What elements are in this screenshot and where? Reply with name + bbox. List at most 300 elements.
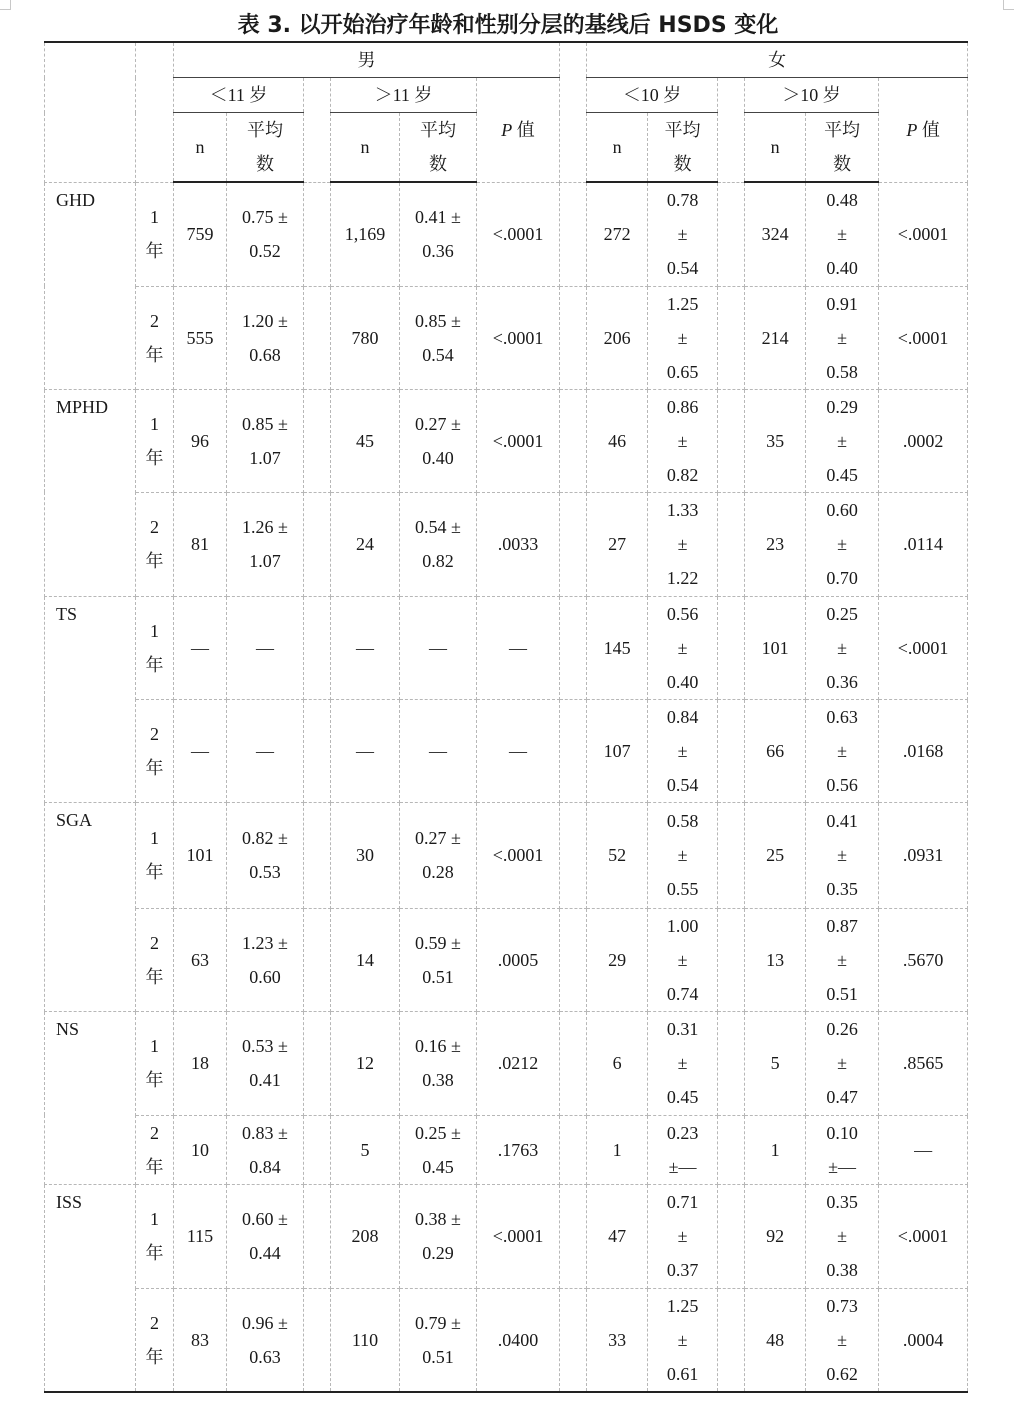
male-lt-n: 115 <box>174 1184 227 1288</box>
mean-label-2: 数 <box>673 154 692 174</box>
female-lt-mean <box>648 492 718 596</box>
cell-line: 1.33 <box>666 500 699 520</box>
cell-line: ± <box>837 224 847 245</box>
header-gap-female <box>718 78 745 183</box>
cell-line: 1.22 <box>666 568 699 588</box>
male-lt-n: 18 <box>174 1011 227 1115</box>
table-row <box>45 908 968 1011</box>
gap-cell <box>560 1184 587 1288</box>
male-gt-n: 12 <box>331 1011 400 1115</box>
gap-cell <box>304 908 331 1011</box>
gap-cell <box>718 1288 745 1392</box>
female-lt-mean <box>648 908 718 1011</box>
female-gt-mean <box>806 908 879 1011</box>
cell-line: 0.65 <box>666 361 699 382</box>
mean-label-1: 平均 <box>420 120 456 140</box>
year-number: 2 <box>150 1312 159 1333</box>
cell-line: — <box>429 637 447 658</box>
gap-cell <box>718 908 745 1011</box>
header-male-gt11: ＞11 岁 <box>331 78 477 113</box>
female-gt-mean <box>806 596 879 699</box>
cell-line: 1.25 <box>666 1295 699 1316</box>
year-unit: 年 <box>145 344 164 365</box>
female-lt-mean <box>648 1184 718 1288</box>
header-blank-year <box>136 42 174 182</box>
mean-label-1: 平均 <box>824 120 861 140</box>
male-gt-n: 1,169 <box>331 182 400 286</box>
table-row <box>45 596 968 699</box>
cell-line: 0.40 <box>422 447 454 468</box>
cell-line: 0.71 <box>666 1192 699 1212</box>
year-unit: 年 <box>145 551 164 571</box>
year-cell <box>136 1288 174 1392</box>
p-label: 值 <box>512 119 535 140</box>
cell-line: 0.63 <box>826 706 858 727</box>
male-gt-n: 24 <box>331 492 400 596</box>
year-unit: 年 <box>145 241 164 261</box>
year-unit: 年 <box>145 1156 164 1177</box>
cell-line: 1.26 ± <box>242 517 288 537</box>
year-cell <box>136 802 174 908</box>
cell-line: 0.45 <box>422 1156 454 1177</box>
cell-line: ± <box>677 845 688 865</box>
female-lt-n: 33 <box>587 1288 648 1392</box>
cell-line: 0.87 <box>826 915 858 936</box>
gap-cell <box>718 1184 745 1288</box>
gap-cell <box>560 1011 587 1115</box>
gap-cell <box>718 492 745 596</box>
cell-line: 0.70 <box>826 568 858 588</box>
cell-line: 0.78 <box>666 190 699 211</box>
female-gt-mean <box>806 1288 879 1392</box>
male-lt-mean <box>227 1288 304 1392</box>
year-unit: 年 <box>145 1346 164 1367</box>
gap-cell <box>304 1184 331 1288</box>
cell-line: ± <box>677 740 688 761</box>
cell-line: 0.59 ± <box>415 932 461 953</box>
year-cell <box>136 286 174 389</box>
female-p-value: <.0001 <box>879 182 968 286</box>
male-lt-mean <box>227 802 304 908</box>
female-p-value: — <box>879 1115 968 1184</box>
cell-line: 0.75 ± <box>242 207 288 228</box>
cell-line: 0.36 <box>422 241 454 262</box>
female-lt-mean <box>648 802 718 908</box>
cell-line: ± <box>837 1329 847 1350</box>
cell-line: 0.40 <box>826 258 858 279</box>
male-lt-n: 63 <box>174 908 227 1011</box>
female-lt-n: 29 <box>587 908 648 1011</box>
male-p-value: <.0001 <box>477 389 560 492</box>
gap-cell <box>560 1115 587 1184</box>
cell-line: — <box>256 637 274 658</box>
gap-cell <box>718 182 745 286</box>
cell-line: 0.83 ± <box>242 1122 288 1143</box>
gap-cell <box>560 596 587 699</box>
male-lt-mean <box>227 1184 304 1288</box>
header-female-p <box>879 78 968 183</box>
cell-line: 0.68 <box>249 344 281 365</box>
year-unit: 年 <box>145 757 164 778</box>
cell-line: 0.74 <box>666 983 699 1004</box>
year-number: 1 <box>150 828 159 848</box>
gap-cell <box>718 1115 745 1184</box>
year-number: 2 <box>150 723 159 744</box>
cell-line: 1.07 <box>249 551 281 571</box>
gap-cell <box>304 286 331 389</box>
gap-cell <box>304 1011 331 1115</box>
header-n: n <box>331 113 400 183</box>
male-gt-n: — <box>331 699 400 802</box>
female-gt-n: 66 <box>745 699 806 802</box>
cell-line: 0.96 ± <box>242 1312 288 1333</box>
year-number: 1 <box>150 207 159 227</box>
cell-line: 0.73 <box>826 1295 858 1316</box>
table-row <box>45 389 968 492</box>
female-gt-n: 13 <box>745 908 806 1011</box>
p-italic: P <box>501 119 513 140</box>
female-p-value: .0931 <box>879 802 968 908</box>
male-p-value: .0212 <box>477 1011 560 1115</box>
female-gt-n: 35 <box>745 389 806 492</box>
p-italic: P <box>906 119 918 140</box>
gap-cell <box>304 1288 331 1392</box>
cell-line: ± <box>677 637 688 658</box>
gap-cell <box>718 286 745 389</box>
year-unit: 年 <box>145 447 164 468</box>
mean-label-1: 平均 <box>247 120 283 140</box>
female-lt-mean <box>648 389 718 492</box>
header-female-lt10: ＜10 岁 <box>587 78 718 113</box>
female-lt-n: 46 <box>587 389 648 492</box>
male-lt-mean <box>227 908 304 1011</box>
female-gt-mean <box>806 1115 879 1184</box>
gap-cell <box>560 182 587 286</box>
female-p-value: .0004 <box>879 1288 968 1392</box>
male-gt-mean <box>400 1288 477 1392</box>
table-row <box>45 1115 968 1184</box>
header-row-sex <box>45 42 968 78</box>
gap-cell <box>560 286 587 389</box>
year-unit: 年 <box>145 862 164 882</box>
year-cell <box>136 596 174 699</box>
female-p-value: <.0001 <box>879 596 968 699</box>
year-cell <box>136 1184 174 1288</box>
year-cell <box>136 1115 174 1184</box>
cell-line: 0.44 <box>249 1243 281 1263</box>
cell-line: 0.56 <box>826 774 858 795</box>
gap-cell <box>304 596 331 699</box>
female-lt-mean <box>648 286 718 389</box>
cell-line: ± <box>837 1053 847 1073</box>
male-p-value: .0400 <box>477 1288 560 1392</box>
table-row <box>45 286 968 389</box>
female-p-value: .0168 <box>879 699 968 802</box>
cell-line: 0.29 <box>422 1243 454 1263</box>
year-number: 1 <box>150 1209 159 1229</box>
cell-line: 0.28 <box>422 862 454 882</box>
male-gt-mean <box>400 1011 477 1115</box>
male-gt-mean <box>400 492 477 596</box>
table-row <box>45 802 968 908</box>
cell-line: 0.27 ± <box>415 828 461 848</box>
male-lt-mean <box>227 1011 304 1115</box>
female-gt-mean <box>806 802 879 908</box>
cell-line: ± <box>837 430 847 451</box>
male-p-value: — <box>477 699 560 802</box>
male-lt-mean <box>227 699 304 802</box>
mean-label-1: 平均 <box>664 120 701 140</box>
cell-line: 0.60 ± <box>242 1209 288 1229</box>
header-n: n <box>745 113 806 183</box>
header-male: 男 <box>174 42 560 78</box>
year-cell <box>136 908 174 1011</box>
male-gt-n: 780 <box>331 286 400 389</box>
gap-cell <box>304 389 331 492</box>
cell-line: ± <box>677 327 688 348</box>
male-gt-n: 208 <box>331 1184 400 1288</box>
male-lt-n: 759 <box>174 182 227 286</box>
cell-line: 0.55 <box>666 879 699 899</box>
cell-line: ± <box>837 534 847 554</box>
male-lt-mean <box>227 1115 304 1184</box>
cell-line: 0.85 ± <box>415 310 461 331</box>
cell-line: 0.85 ± <box>242 413 288 434</box>
cell-line: 0.40 <box>666 671 699 692</box>
mean-label-2: 数 <box>429 154 447 174</box>
cell-line: ± <box>677 534 688 554</box>
cell-line: 0.36 <box>826 671 858 692</box>
gap-cell <box>718 596 745 699</box>
group-label: TS <box>45 596 136 802</box>
cell-line: 0.58 <box>826 361 858 382</box>
gap-cell <box>718 802 745 908</box>
cell-line: 0.45 <box>666 1087 699 1107</box>
male-lt-mean <box>227 389 304 492</box>
cell-line: 0.58 <box>666 811 699 831</box>
gap-cell <box>304 182 331 286</box>
cell-line: 0.91 <box>826 293 858 314</box>
gap-cell <box>718 699 745 802</box>
male-lt-n: 83 <box>174 1288 227 1392</box>
mean-label-2: 数 <box>256 154 274 174</box>
cell-line: ± <box>677 1053 688 1073</box>
female-lt-mean <box>648 596 718 699</box>
table-row <box>45 1184 968 1288</box>
female-lt-n: 47 <box>587 1184 648 1288</box>
female-lt-n: 272 <box>587 182 648 286</box>
cell-line: ± <box>837 327 847 348</box>
cell-line: 0.41 <box>249 1070 281 1090</box>
male-lt-n: 96 <box>174 389 227 492</box>
cell-line: 0.52 <box>249 241 281 262</box>
male-gt-n: 30 <box>331 802 400 908</box>
female-gt-n: 214 <box>745 286 806 389</box>
cell-line: 0.53 <box>249 862 281 882</box>
header-n: n <box>587 113 648 183</box>
cell-line: 0.29 <box>826 396 858 417</box>
cell-line: 0.45 <box>826 464 858 485</box>
header-mean <box>648 113 718 183</box>
female-gt-n: 101 <box>745 596 806 699</box>
cell-line: 1.23 ± <box>242 932 288 953</box>
header-n: n <box>174 113 227 183</box>
male-gt-mean <box>400 699 477 802</box>
cell-line: 0.51 <box>422 966 454 987</box>
male-gt-mean <box>400 1115 477 1184</box>
male-p-value: .1763 <box>477 1115 560 1184</box>
cell-line: 0.63 <box>249 1346 281 1367</box>
male-gt-mean <box>400 1184 477 1288</box>
year-number: 2 <box>150 932 159 953</box>
cell-line: 0.31 <box>666 1019 699 1039</box>
cell-line: 0.53 ± <box>242 1036 288 1056</box>
cell-line: 0.54 <box>666 774 699 795</box>
cell-line: 0.51 <box>422 1346 454 1367</box>
male-lt-mean <box>227 492 304 596</box>
cell-line: 0.35 <box>826 1192 858 1212</box>
year-unit: 年 <box>145 1243 164 1263</box>
cell-line: 0.86 <box>666 396 699 417</box>
female-gt-mean <box>806 1011 879 1115</box>
table-row <box>45 182 968 286</box>
cell-line: ± <box>837 949 847 970</box>
cell-line: 0.62 <box>826 1363 858 1384</box>
cell-line: 0.84 <box>666 706 699 727</box>
female-gt-mean <box>806 699 879 802</box>
male-p-value: <.0001 <box>477 1184 560 1288</box>
gap-cell <box>560 802 587 908</box>
cell-line: 0.41 <box>826 811 858 831</box>
female-lt-n: 145 <box>587 596 648 699</box>
table-row <box>45 1011 968 1115</box>
year-number: 2 <box>150 517 159 537</box>
female-gt-mean <box>806 1184 879 1288</box>
cell-line: 0.60 <box>249 966 281 987</box>
male-p-value: <.0001 <box>477 286 560 389</box>
cell-line: 0.56 <box>666 603 699 624</box>
group-label: NS <box>45 1011 136 1184</box>
gap-cell <box>304 492 331 596</box>
cell-line: 0.60 <box>826 500 858 520</box>
cell-line: ± <box>837 740 847 761</box>
cell-line: 0.79 ± <box>415 1312 461 1333</box>
year-cell <box>136 492 174 596</box>
header-mean <box>806 113 879 183</box>
header-row-age <box>45 78 968 113</box>
female-p-value: .5670 <box>879 908 968 1011</box>
female-p-value: .8565 <box>879 1011 968 1115</box>
cell-line: 0.10 <box>826 1122 858 1143</box>
female-gt-n: 5 <box>745 1011 806 1115</box>
female-gt-n: 23 <box>745 492 806 596</box>
p-label: 值 <box>917 119 940 140</box>
cell-line: 1.25 <box>666 293 699 314</box>
cell-line: ± <box>677 949 688 970</box>
male-gt-mean <box>400 286 477 389</box>
year-unit: 年 <box>145 654 164 675</box>
group-label: SGA <box>45 802 136 1011</box>
female-lt-n: 206 <box>587 286 648 389</box>
female-gt-mean <box>806 286 879 389</box>
cell-line: 0.82 <box>422 551 454 571</box>
male-gt-n: 5 <box>331 1115 400 1184</box>
female-gt-n: 1 <box>745 1115 806 1184</box>
female-lt-mean <box>648 699 718 802</box>
cell-line: — <box>429 740 447 761</box>
male-gt-n: 110 <box>331 1288 400 1392</box>
cell-line: ±— <box>668 1156 697 1177</box>
gap-cell <box>560 908 587 1011</box>
cell-line: 1.00 <box>666 915 699 936</box>
cell-line: 0.84 <box>249 1156 281 1177</box>
cell-line: 0.82 <box>666 464 699 485</box>
male-gt-mean <box>400 182 477 286</box>
female-p-value: <.0001 <box>879 1184 968 1288</box>
cell-line: 0.16 ± <box>415 1036 461 1056</box>
female-lt-n: 52 <box>587 802 648 908</box>
year-cell <box>136 1011 174 1115</box>
female-lt-mean <box>648 1011 718 1115</box>
header-female-gt10: ＞10 岁 <box>745 78 879 113</box>
year-number: 1 <box>150 1036 159 1056</box>
header-gap <box>560 42 587 182</box>
cell-line: 0.41 ± <box>415 207 461 228</box>
female-gt-mean <box>806 182 879 286</box>
cell-line: 0.54 <box>422 344 454 365</box>
cell-line: 0.23 <box>666 1122 699 1143</box>
male-p-value: .0033 <box>477 492 560 596</box>
male-lt-mean <box>227 596 304 699</box>
female-gt-mean <box>806 389 879 492</box>
female-gt-mean <box>806 492 879 596</box>
cell-line: 0.51 <box>826 983 858 1004</box>
header-gap-male <box>304 78 331 183</box>
table-row <box>45 699 968 802</box>
mean-label-2: 数 <box>833 154 852 174</box>
male-lt-mean <box>227 182 304 286</box>
gap-cell <box>560 699 587 802</box>
cell-line: ± <box>677 1226 688 1246</box>
table-row <box>45 1288 968 1392</box>
group-label: MPHD <box>45 389 136 596</box>
female-p-value: .0002 <box>879 389 968 492</box>
female-lt-mean <box>648 1115 718 1184</box>
year-cell <box>136 389 174 492</box>
table-row <box>45 492 968 596</box>
year-number: 2 <box>150 1122 159 1143</box>
table-body <box>45 182 968 1392</box>
female-gt-n: 48 <box>745 1288 806 1392</box>
year-cell <box>136 699 174 802</box>
cell-line: 0.26 <box>826 1019 858 1039</box>
year-cell <box>136 182 174 286</box>
male-gt-mean <box>400 389 477 492</box>
year-number: 1 <box>150 413 159 434</box>
male-gt-mean <box>400 802 477 908</box>
female-gt-n: 25 <box>745 802 806 908</box>
male-p-value: <.0001 <box>477 802 560 908</box>
cell-line: 0.61 <box>666 1363 699 1384</box>
female-gt-n: 324 <box>745 182 806 286</box>
male-gt-n: 14 <box>331 908 400 1011</box>
cell-line: 0.38 <box>422 1070 454 1090</box>
header-mean <box>400 113 477 183</box>
female-p-value: .0114 <box>879 492 968 596</box>
cell-line: 0.47 <box>826 1087 858 1107</box>
cell-line: 0.54 <box>666 258 699 279</box>
gap-cell <box>718 1011 745 1115</box>
